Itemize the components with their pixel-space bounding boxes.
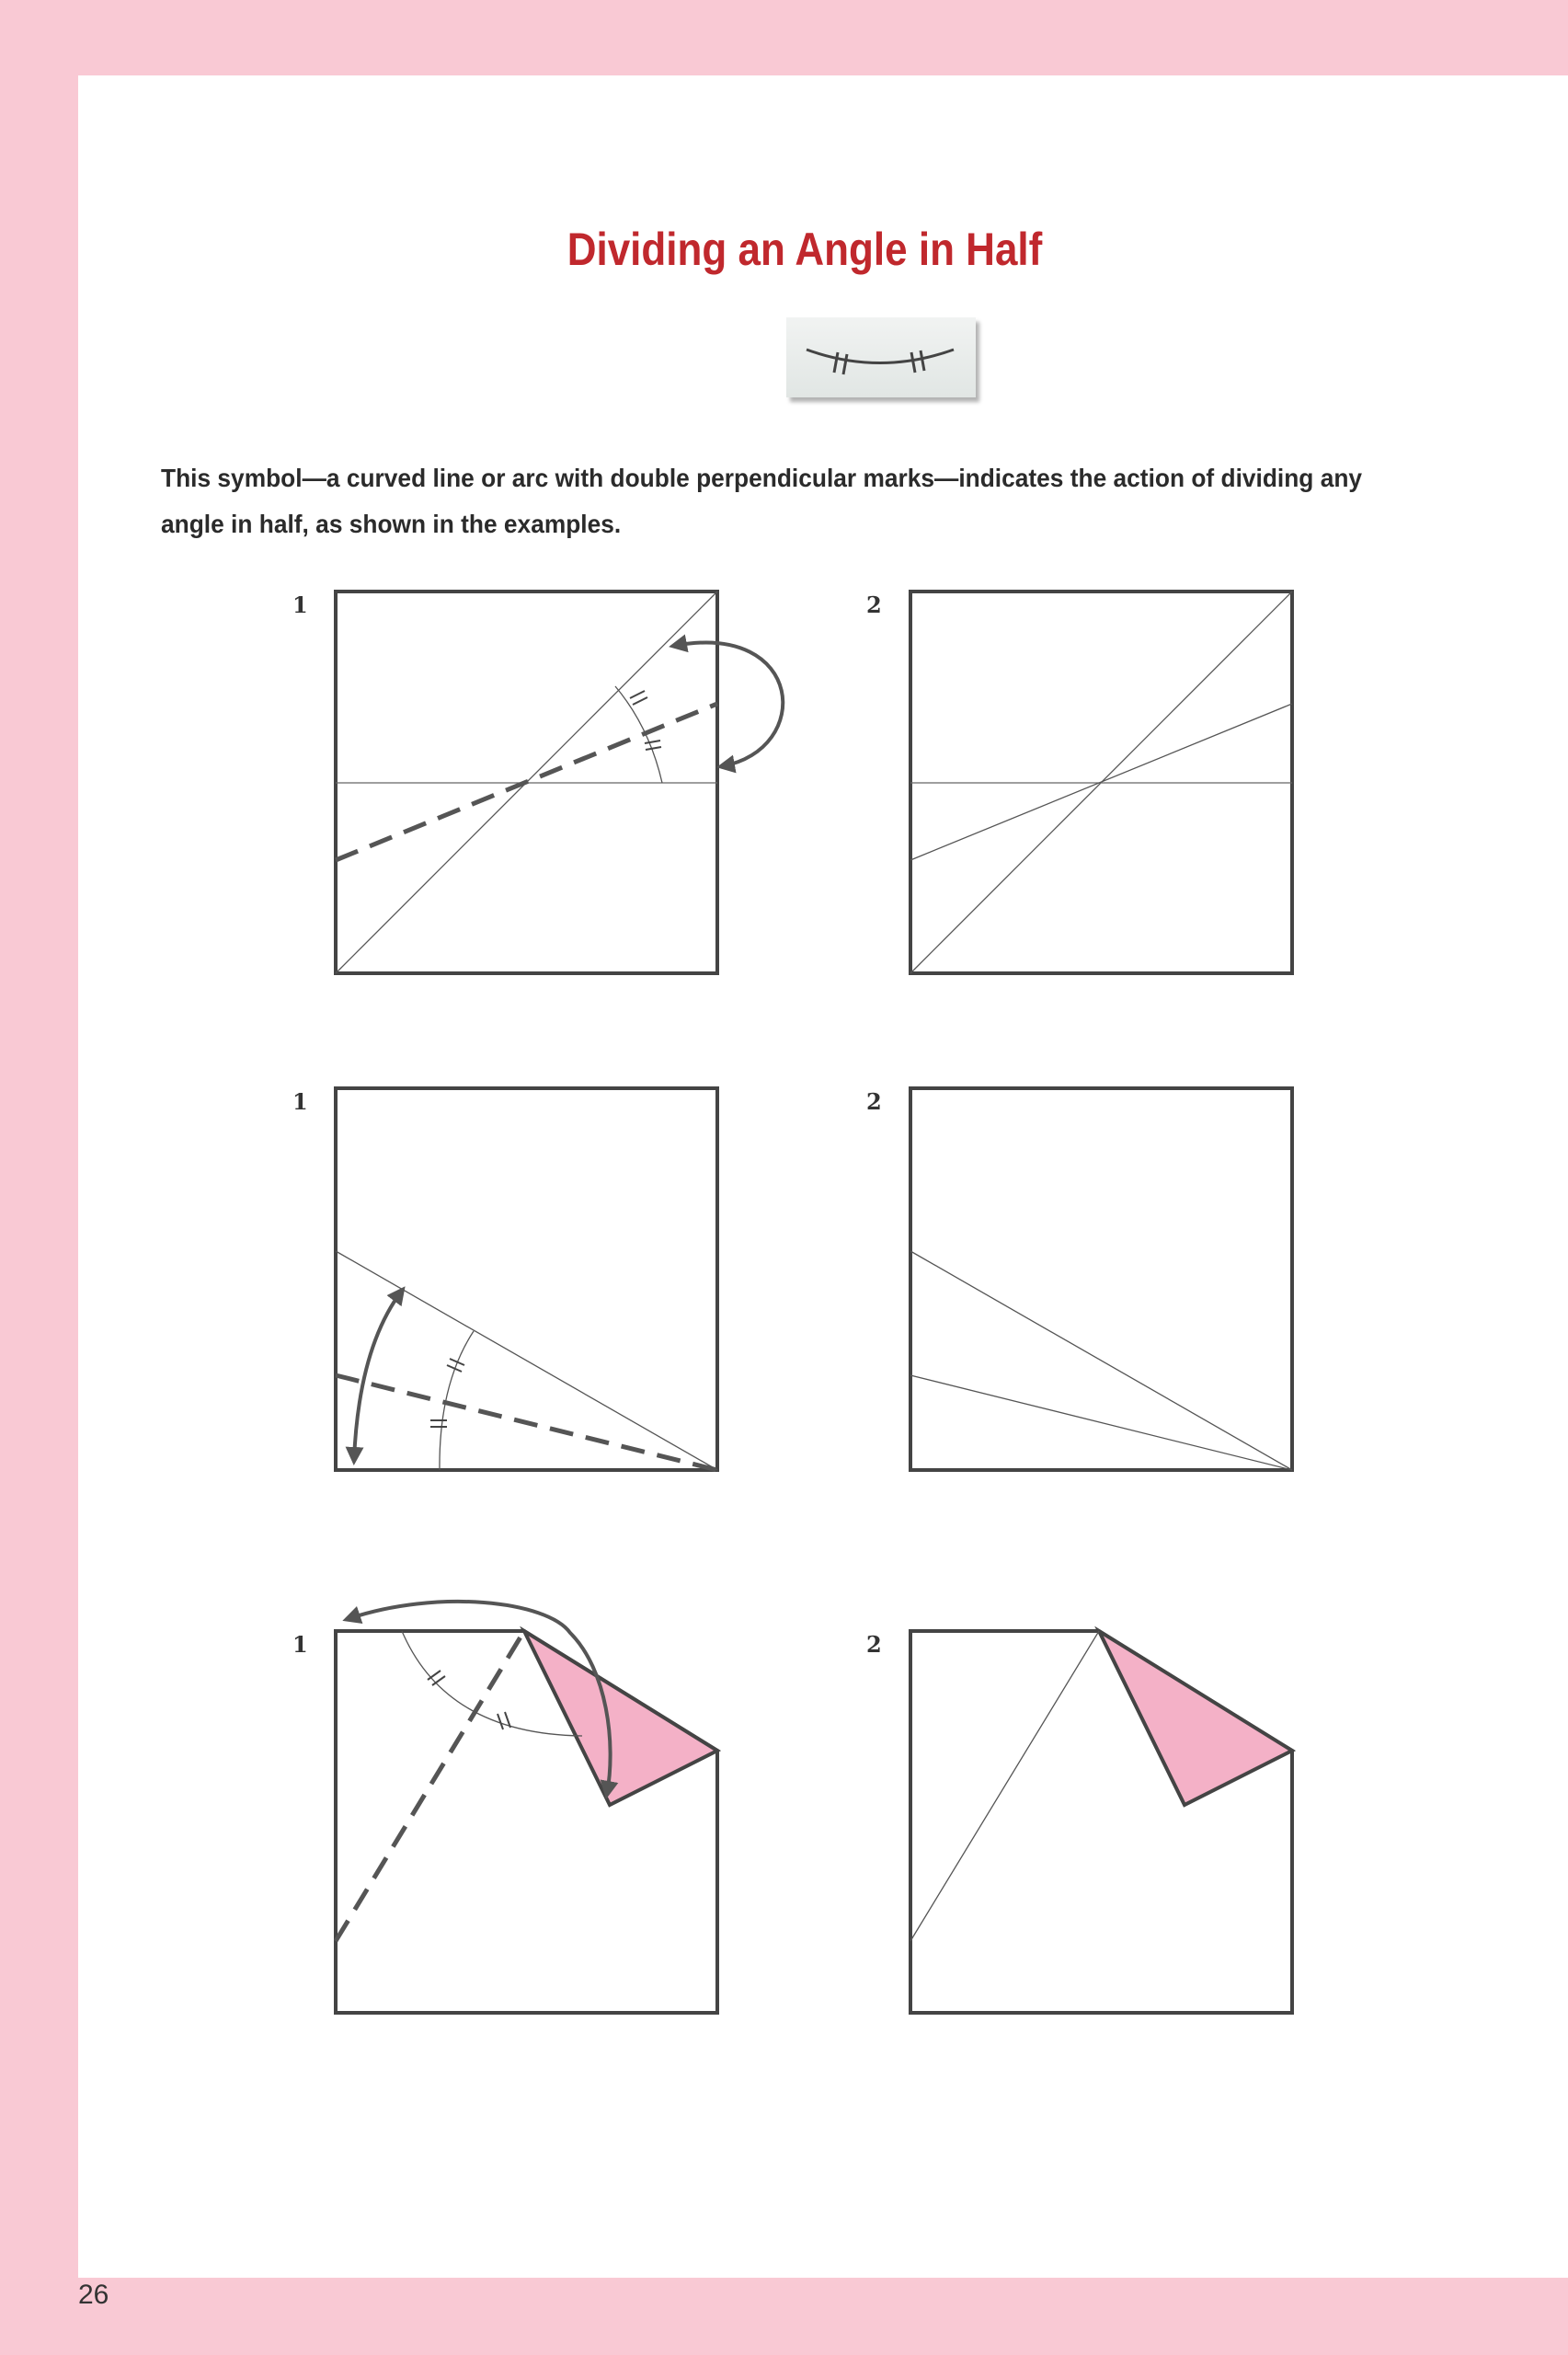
diagram-row2-step1 [326,1081,731,1481]
diagram-row1-step1 [326,584,823,984]
page-title: Dividing an Angle in Half [567,224,1043,275]
step-number: 2 [866,1088,882,1115]
step-number: 2 [866,1631,882,1658]
step-number: 1 [292,1088,308,1115]
description-text: This symbol—a curved line or arc with double perpendicular marks—indicates the action of dividing any angle in half, as shown in the examples. [161,464,1363,538]
page [78,75,1568,2278]
step-number: 2 [866,592,882,618]
angle-bisector-symbol-icon [786,317,976,397]
diagram-row3-step2 [901,1596,1306,2024]
page-number: 26 [78,2280,109,2310]
diagram-row3-step1 [326,1596,731,2024]
diagram-row1-step2 [901,584,1306,984]
diagram-row2-step2 [901,1081,1306,1481]
step-number: 1 [292,592,308,618]
step-number: 1 [292,1631,308,1658]
